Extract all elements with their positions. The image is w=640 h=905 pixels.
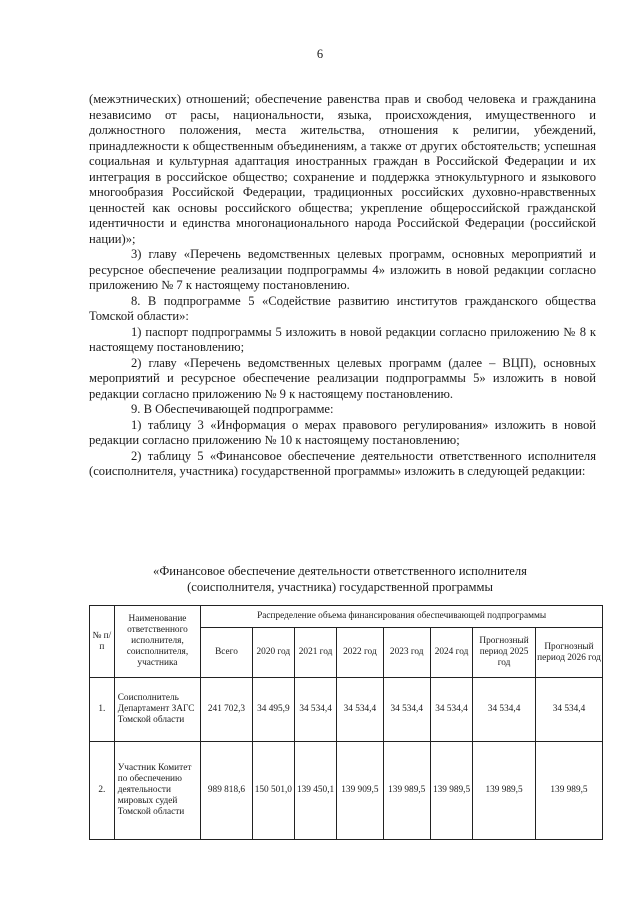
cell-total: 989 818,6 (201, 742, 253, 840)
header-year: 2021 год (294, 628, 336, 678)
cell-value: 150 501,0 (252, 742, 294, 840)
cell-value: 139 989,5 (383, 742, 430, 840)
paragraph: (межэтнических) отношений; обеспечение равенства прав и свобод человека и гражданина независимо от расы, национальности, языка, происхождения, имущественного и должностного положения, места жительства, отношения к религии, убеждений, принадлежности к общественным объединениям, а также от других обстоятельств; успешная социальная и культурная адаптация иностранных граждан в Российской Федерации и их интеграция в российское общество; сохранение и поддержка этнокультурного и языкового многообразия Российской Федерации, традиционных российских духовно-нравственных ценностей как основы российского общества; укрепление общероссийской гражданской идентичности и единства многонационального народа Российской Федерации (российской нации)»; (89, 92, 596, 246)
header-year: 2022 год (337, 628, 383, 678)
table-caption-line: (соисполнителя, участника) государственной программы (187, 580, 493, 594)
cell-value: 139 989,5 (473, 742, 536, 840)
paragraph: 1) таблицу 3 «Информация о мерах правового регулирования» изложить в новой редакции согласно приложению № 10 к настоящему постановлению; (89, 417, 596, 447)
paragraph: 1) паспорт подпрограммы 5 изложить в новой редакции согласно приложению № 8 к настоящему постановлению; (89, 324, 596, 354)
financing-table (89, 605, 603, 840)
paragraph: 3) главу «Перечень ведомственных целевых программ, основных мероприятий и ресурсное обеспечение реализации подпрограммы 4» изложить в новой редакции согласно приложению № 7 к настоящему постановлению. (89, 247, 596, 292)
cell-value: 139 989,5 (430, 742, 472, 840)
header-forecast: Прогнозный период 2025 год (473, 628, 536, 678)
paragraph: 2) главу «Перечень ведомственных целевых программ (далее – ВЦП), основных мероприятий и ресурсное обеспечение реализации подпрограммы 5» изложить в новой редакции согласно приложению № 9 к настоящему постановлению. (89, 355, 596, 401)
cell-value: 34 495,9 (252, 678, 294, 742)
header-forecast: Прогнозный период 2026 год (535, 628, 602, 678)
cell-value: 34 534,4 (383, 678, 430, 742)
cell-total: 241 702,3 (201, 678, 253, 742)
table-row (90, 678, 603, 742)
header-year: 2020 год (252, 628, 294, 678)
table-caption-line: «Финансовое обеспечение деятельности ответственного исполнителя (153, 564, 527, 578)
cell-value: 139 909,5 (337, 742, 383, 840)
cell-value: 34 534,4 (473, 678, 536, 742)
paragraph: 2) таблицу 5 «Финансовое обеспечение деятельности ответственного исполнителя (соисполнителя, участника) государственной программы» изложить в следующей редакции: (89, 448, 596, 478)
header-year: 2024 год (430, 628, 472, 678)
table-caption (110, 563, 570, 595)
paragraph: 8. В подпрограмме 5 «Содействие развитию институтов гражданского общества Томской области»: (89, 293, 596, 323)
cell-value: 139 450,1 (294, 742, 336, 840)
header-name: Наименование ответственного исполнителя, соисполнителя, участника (114, 606, 201, 678)
cell-value: 34 534,4 (430, 678, 472, 742)
table-row (90, 742, 603, 840)
cell-value: 34 534,4 (294, 678, 336, 742)
cell-value: 34 534,4 (535, 678, 602, 742)
paragraph: 9. В Обеспечивающей подпрограмме: (131, 402, 334, 416)
cell-value: 139 989,5 (535, 742, 602, 840)
cell-value: 34 534,4 (337, 678, 383, 742)
row-name: Участник Комитет по обеспечению деятельности мировых судей Томской области (114, 742, 201, 840)
row-num: 1. (90, 678, 115, 742)
page-number: 6 (316, 47, 324, 61)
header-num: № п/п (90, 606, 115, 678)
document-body (89, 92, 596, 480)
row-name: Соисполнитель Департамент ЗАГС Томской области (114, 678, 201, 742)
header-total: Всего (201, 628, 253, 678)
row-num: 2. (90, 742, 115, 840)
header-year: 2023 год (383, 628, 430, 678)
header-distribution: Распределение объема финансирования обеспечивающей подпрограммы (201, 606, 603, 628)
